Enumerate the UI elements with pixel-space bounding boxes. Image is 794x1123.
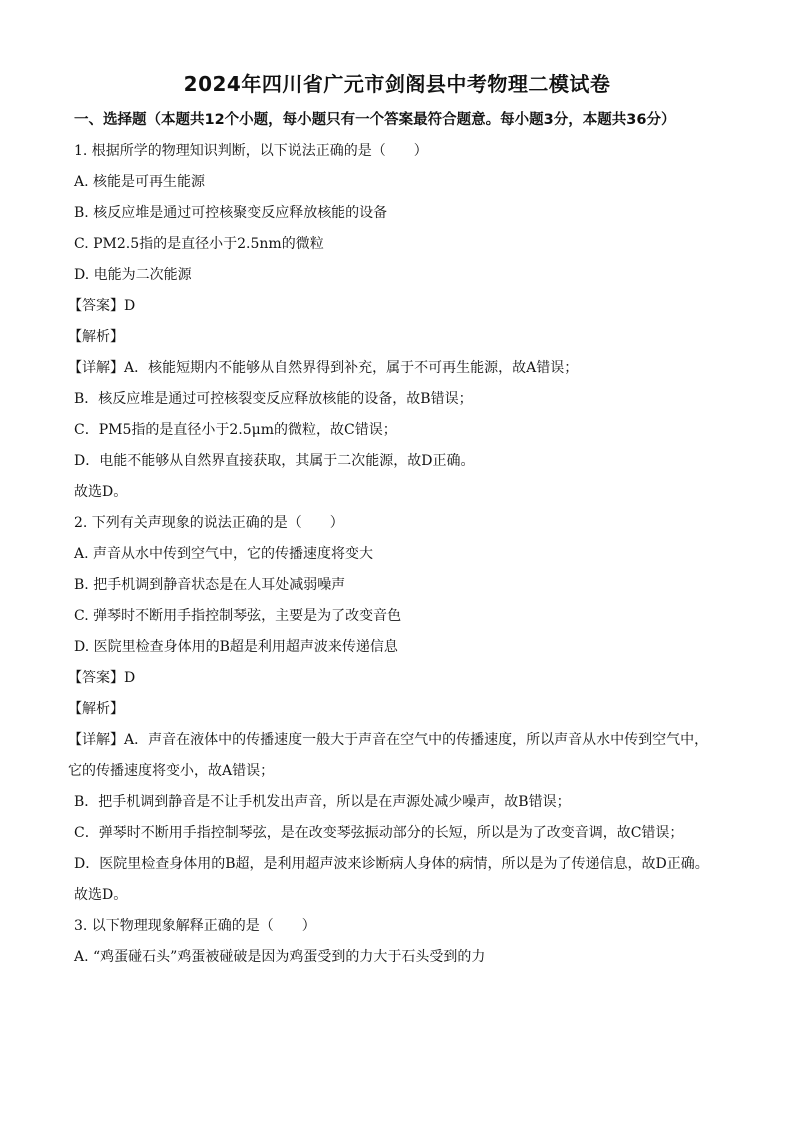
question-2	[68, 508, 724, 911]
question-stem: 3. 以下物理现象解释正确的是（ ）	[74, 918, 316, 934]
option-a: A. 声音从水中传到空气中，它的传播速度将变大	[74, 546, 374, 562]
question-1	[68, 136, 724, 508]
option-c: C. PM2.5指的是直径小于2.5nm的微粒	[74, 236, 324, 252]
question-stem: 1. 根据所学的物理知识判断，以下说法正确的是（ ）	[74, 143, 428, 159]
analysis-label: 【解析】	[68, 329, 124, 345]
option-b: B. 核反应堆是通过可控核聚变反应释放核能的设备	[74, 205, 388, 221]
page-title: 2024年四川省广元市剑阁县中考物理二模试卷	[183, 72, 611, 96]
option-d: D. 医院里检查身体用的B超是利用超声波来传递信息	[74, 639, 398, 655]
detail-line: C．弹琴时不断用手指控制琴弦，是在改变琴弦振动部分的长短，所以是为了改变音调，故C错误；	[74, 825, 684, 841]
detail-line: D．电能不能够从自然界直接获取，其属于二次能源，故D正确。	[74, 453, 475, 469]
detail-line: 【详解】A．核能短期内不能够从自然界得到补充，属于不可再生能源，故A错误；	[68, 360, 579, 376]
analysis-label: 【解析】	[68, 701, 124, 717]
option-d: D. 电能为二次能源	[74, 267, 192, 283]
detail-line: B．把手机调到静音是不让手机发出声音，所以是在声源处减少噪声，故B错误；	[74, 794, 571, 810]
document-body	[68, 105, 724, 973]
detail-line: D．医院里检查身体用的B超，是利用超声波来诊断病人身体的病情，所以是为了传递信息，故D正确。	[74, 856, 709, 872]
conclusion-line: 故选D。	[74, 887, 128, 903]
option-b: B. 把手机调到静音状态是在人耳处减弱噪声	[74, 577, 346, 593]
question-3	[74, 911, 724, 973]
answer-label: 【答案】D	[68, 298, 136, 314]
detail-line: C．PM5指的是直径小于2.5μm的微粒，故C错误；	[74, 422, 397, 438]
conclusion-line: 故选D。	[74, 484, 128, 500]
detail-line: B．核反应堆是通过可控核裂变反应释放核能的设备，故B错误；	[74, 391, 473, 407]
option-a: A. 核能是可再生能源	[74, 174, 206, 190]
detail-line: 【详解】A．声音在液体中的传播速度一般大于声音在空气中的传播速度，所以声音从水中传到空气中，它的传播速度将变小，故A错误；	[68, 732, 709, 779]
answer-label: 【答案】D	[68, 670, 136, 686]
section-heading: 一、选择题（本题共12个小题，每小题只有一个答案最符合题意。每小题3分，本题共36分）	[74, 112, 676, 128]
option-c: C. 弹琴时不断用手指控制琴弦，主要是为了改变音色	[74, 608, 402, 624]
option-a: A. “鸡蛋碰石头”鸡蛋被碰破是因为鸡蛋受到的力大于石头受到的力	[74, 949, 486, 965]
question-stem: 2. 下列有关声现象的说法正确的是（ ）	[74, 515, 344, 531]
